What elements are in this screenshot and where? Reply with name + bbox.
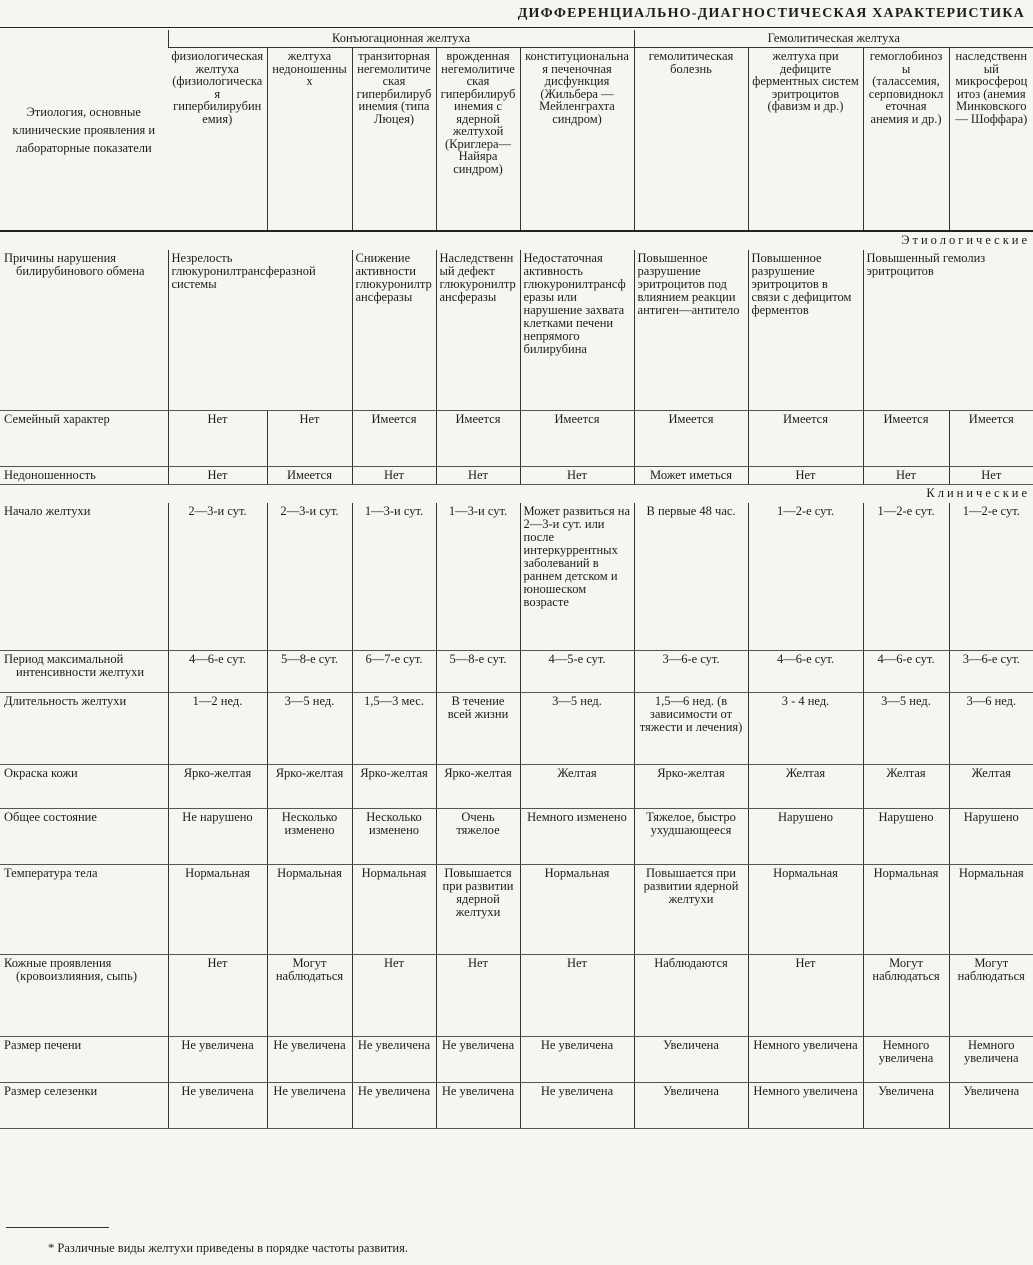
table-cell: Недостаточная активность глюкуронилтрансферазы или нарушение захвата клетками печени непрямого билирубина	[520, 250, 634, 410]
col-header: транзиторная негемолитическая гипербилирубинемия (типа Люцея)	[352, 48, 436, 232]
table-row	[0, 1083, 1033, 1129]
table-cell: Увеличена	[634, 1037, 748, 1083]
table-cell: Желтая	[748, 765, 863, 809]
table-cell: 1—2-е сут.	[863, 503, 949, 651]
row-label: Размер печени	[0, 1037, 168, 1083]
table-cell: Повышенный гемолиз эритроцитов	[863, 250, 1033, 410]
table-cell: Имеется	[267, 466, 352, 484]
table-row	[0, 503, 1033, 651]
table-row	[0, 955, 1033, 1037]
table-cell: 1,5—6 нед. (в зависимости от тяжести и лечения)	[634, 693, 748, 765]
row-label: Период максимальной интенсивности желтухи	[0, 651, 168, 693]
table-cell: Нормальная	[748, 865, 863, 955]
table-cell: 2—3-и сут.	[168, 503, 267, 651]
table-cell: 1—3-и сут.	[436, 503, 520, 651]
row-label: Начало желтухи	[0, 503, 168, 651]
table-cell: 4—6-е сут.	[168, 651, 267, 693]
table-cell: Не увеличена	[352, 1083, 436, 1129]
col-header: конституциональная печеночная дисфункция (Жильбера — Мейленграхта синдром)	[520, 48, 634, 232]
table-cell: 1—2 нед.	[168, 693, 267, 765]
table-row	[0, 809, 1033, 865]
table-cell: Несколько изменено	[267, 809, 352, 865]
table-cell: 1—3-и сут.	[352, 503, 436, 651]
table-cell: Снижение активности глюкуронилтрансферазы	[352, 250, 436, 410]
table-cell: Может иметься	[634, 466, 748, 484]
table-cell: Не увеличена	[352, 1037, 436, 1083]
table-cell: Нет	[748, 955, 863, 1037]
table-cell: Ярко-желтая	[634, 765, 748, 809]
table-cell: Нет	[949, 466, 1033, 484]
table-row	[0, 765, 1033, 809]
table-row	[0, 651, 1033, 693]
table-cell: Нет	[520, 955, 634, 1037]
col-header: желтуха недоношенных	[267, 48, 352, 232]
table-cell: 3 - 4 нед.	[748, 693, 863, 765]
table-cell: В течение всей жизни	[436, 693, 520, 765]
table-cell: 3—6 нед.	[949, 693, 1033, 765]
col-header: гемолитическая болезнь	[634, 48, 748, 232]
row-label: Кожные проявления (кровоизлияния, сыпь)	[0, 955, 168, 1037]
table-cell: Повышается при развитии ядерной желтухи	[634, 865, 748, 955]
table-cell: Нет	[168, 955, 267, 1037]
table-cell: Несколько изменено	[352, 809, 436, 865]
table-cell: Повышается при развитии ядерной желтухи	[436, 865, 520, 955]
row-header: Этиология, основные клинические проявления и лабораторные показатели	[0, 30, 168, 231]
table-cell: Не увеличена	[267, 1083, 352, 1129]
table-cell: Нормальная	[352, 865, 436, 955]
table-cell: Не увеличена	[436, 1037, 520, 1083]
table-cell: Увеличена	[863, 1083, 949, 1129]
footnote-rule	[6, 1227, 109, 1228]
col-header: наследственный микросфероцитоз (анемия Минковского — Шоффара)	[949, 48, 1033, 232]
table-cell: Не увеличена	[520, 1037, 634, 1083]
row-label: Семейный характер	[0, 410, 168, 466]
table-cell: Ярко-желтая	[436, 765, 520, 809]
table-cell: Увеличена	[949, 1083, 1033, 1129]
table-cell: Нет	[748, 466, 863, 484]
col-header: желтуха при дефиците ферментных систем эритроцитов (фавизм и др.)	[748, 48, 863, 232]
row-label: Общее состояние	[0, 809, 168, 865]
table-cell: Повышенное разрушение эритроцитов в связи с дефицитом ферментов	[748, 250, 863, 410]
table-cell: Желтая	[949, 765, 1033, 809]
table-cell: 1—2-е сут.	[748, 503, 863, 651]
table-cell: Не увеличена	[168, 1037, 267, 1083]
table-cell: Нет	[168, 410, 267, 466]
row-label: Окраска кожи	[0, 765, 168, 809]
table-cell: 3—6-е сут.	[949, 651, 1033, 693]
table-cell: Наблюдаются	[634, 955, 748, 1037]
table-row	[0, 466, 1033, 484]
table-cell: Нарушено	[949, 809, 1033, 865]
table-cell: Не увеличена	[436, 1083, 520, 1129]
table-cell: Не увеличена	[168, 1083, 267, 1129]
table-cell: Могут наблюдаться	[949, 955, 1033, 1037]
col-header: гемоглобинозы (талассемия, серповидноклеточная анемия и др.)	[863, 48, 949, 232]
table-cell: Немного увеличена	[748, 1083, 863, 1129]
table-cell: Нормальная	[949, 865, 1033, 955]
section-etiology: Этиологические	[901, 233, 1031, 247]
row-label: Причины нарушения билирубинового обмена	[0, 250, 168, 410]
table-cell: Наследственный дефект глюкуронилтрансферазы	[436, 250, 520, 410]
page-title: ДИФФЕРЕНЦИАЛЬНО-ДИАГНОСТИЧЕСКАЯ ХАРАКТЕРИСТИКА	[517, 6, 1025, 21]
table-cell: Нормальная	[863, 865, 949, 955]
table-cell: Нет	[267, 410, 352, 466]
table-cell: Желтая	[863, 765, 949, 809]
table-cell: 1,5—3 мес.	[352, 693, 436, 765]
table-cell: Незрелость глюкуронилтрансферазной системы	[168, 250, 352, 410]
table-cell: 4—5-е сут.	[520, 651, 634, 693]
differential-table	[0, 30, 1033, 1129]
table-cell: Не увеличена	[267, 1037, 352, 1083]
table-row	[0, 410, 1033, 466]
group-hemolytic: Гемолитическая желтуха	[634, 30, 1033, 48]
table-cell: В первые 48 час.	[634, 503, 748, 651]
group-conjugation: Конъюгационная желтуха	[168, 30, 634, 48]
table-row	[0, 1037, 1033, 1083]
table-cell: Нормальная	[520, 865, 634, 955]
table-cell: Нет	[863, 466, 949, 484]
table-cell: Нормальная	[168, 865, 267, 955]
table-cell: Повышенное разрушение эритроцитов под влиянием реакции антиген—антитело	[634, 250, 748, 410]
table-cell: Может развиться на 2—3-и сут. или после интеркуррентных заболеваний в раннем детском и юношеском возрасте	[520, 503, 634, 651]
col-header: физиологическая желтуха (физиологическая гипербилирубинемия)	[168, 48, 267, 232]
table-cell: Нет	[520, 466, 634, 484]
col-header: врожденная негемолитическая гипербилирубинемия с ядерной желтухой (Криглера—Найяра синдром)	[436, 48, 520, 232]
row-label: Длительность желтухи	[0, 693, 168, 765]
table-cell: Очень тяжелое	[436, 809, 520, 865]
table-cell: Имеется	[863, 410, 949, 466]
table-cell: Нет	[352, 466, 436, 484]
table-cell: 1—2-е сут.	[949, 503, 1033, 651]
table-cell: Нарушено	[863, 809, 949, 865]
table-cell: Увеличена	[634, 1083, 748, 1129]
table-cell: Имеется	[436, 410, 520, 466]
section-clinical: Клинические	[926, 485, 1031, 500]
table-cell: Имеется	[949, 410, 1033, 466]
row-label: Температура тела	[0, 865, 168, 955]
table-cell: Нарушено	[748, 809, 863, 865]
table-cell: Нет	[168, 466, 267, 484]
table-cell: Ярко-желтая	[168, 765, 267, 809]
table-cell: Немного увеличена	[949, 1037, 1033, 1083]
table-cell: Нет	[436, 466, 520, 484]
table-row	[0, 693, 1033, 765]
table-cell: Могут наблюдаться	[267, 955, 352, 1037]
row-label: Недоношенность	[0, 466, 168, 484]
table-cell: 3—5 нед.	[863, 693, 949, 765]
table-row	[0, 865, 1033, 955]
table-cell: Не увеличена	[520, 1083, 634, 1129]
table-cell: Имеется	[520, 410, 634, 466]
table-cell: Нормальная	[267, 865, 352, 955]
table-cell: Желтая	[520, 765, 634, 809]
table-cell: Немного увеличена	[748, 1037, 863, 1083]
table-cell: Тяжелое, быстро ухудшающееся	[634, 809, 748, 865]
table-cell: 3—6-е сут.	[634, 651, 748, 693]
table-cell: Нет	[436, 955, 520, 1037]
table-cell: Немного увеличена	[863, 1037, 949, 1083]
table-cell: 4—6-е сут.	[863, 651, 949, 693]
table-cell: 2—3-и сут.	[267, 503, 352, 651]
footnote: * Различные виды желтухи приведены в порядке частоты развития.	[48, 1241, 408, 1255]
table-cell: Имеется	[748, 410, 863, 466]
table-cell: Ярко-желтая	[352, 765, 436, 809]
table-cell: Нет	[352, 955, 436, 1037]
top-rule	[0, 27, 1033, 28]
table-cell: 5—8-е сут.	[267, 651, 352, 693]
table-cell: Имеется	[634, 410, 748, 466]
table-cell: Не нарушено	[168, 809, 267, 865]
table-cell: 5—8-е сут.	[436, 651, 520, 693]
row-label: Размер селезенки	[0, 1083, 168, 1129]
table-cell: Имеется	[352, 410, 436, 466]
table-cell: 3—5 нед.	[520, 693, 634, 765]
table-cell: Немного изменено	[520, 809, 634, 865]
table-cell: 3—5 нед.	[267, 693, 352, 765]
table-cell: 4—6-е сут.	[748, 651, 863, 693]
table-cell: 6—7-е сут.	[352, 651, 436, 693]
table-cell: Ярко-желтая	[267, 765, 352, 809]
table-cell: Могут наблюдаться	[863, 955, 949, 1037]
